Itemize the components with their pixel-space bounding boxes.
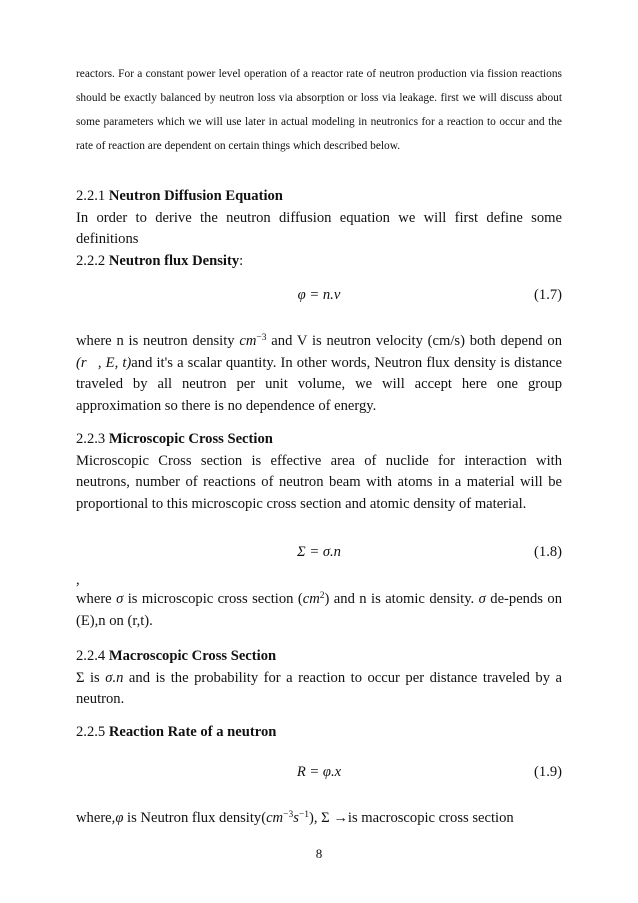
section-heading: 2.2.4 Macroscopic Cross Section (76, 648, 277, 664)
equation-number: (1.7) (534, 287, 562, 303)
section-2-2-3 (76, 429, 562, 515)
section-text: In order to derive the neutron diffusion equation we will first define some definitions (76, 209, 562, 247)
equation-1-9 (76, 764, 562, 786)
section-2-2-4 (76, 646, 562, 711)
equation-1-8 (76, 544, 562, 566)
intro-paragraph: reactors. For a constant power level operation of a reactor rate of neutron production via fission reactions should be exactly balanced by neutron loss via absorption or loss via leakage. first we will discuss about some parameters which we will use later in actual modeling in neutronics for a reaction to occur and the rate of reaction are dependent on certain things which described below. (76, 68, 562, 152)
section-title: Neutron Diffusion Equation (108, 188, 283, 204)
section-title: Microscopic Cross Section (108, 431, 273, 447)
equation-1-7 (76, 287, 562, 309)
equation-expression: R = φ.x (296, 764, 342, 780)
section-heading-2-2-2: 2.2.2 Neutron flux Density: (76, 252, 244, 269)
section-heading: 2.2.5 Reaction Rate of a neutron (76, 724, 277, 740)
cross-section-where-paragraph: where σ is microscopic cross section $(cm^2)$ and n is atomic density. σ de-pends on (E),n on (r,t). (76, 591, 562, 629)
section-text: Σ is σ.n and is the probability for a reaction to occur per distance traveled by a neutron. (76, 669, 562, 707)
section-title: Macroscopic Cross Section (108, 648, 277, 664)
equation-number: (1.8) (534, 544, 562, 560)
comma-line: , (76, 572, 80, 588)
section-title: Reaction Rate of a neutron (108, 724, 277, 740)
reaction-rate-where-line: where,φ is Neutron flux $density(cm^{-3}s^{-1})$, Σ →is macroscopic cross section (76, 810, 514, 826)
section-2-2-1 (76, 186, 562, 272)
flux-density-paragraph: where n is neutron density $cm^{-3}$ and V is neutron velocity (cm/s) both depend on (r⃗, E, t)and it's a scalar quantity. In other words, Neutron flux density is distance traveled by all neutron per unit volume, we will accept here one group approximation so there is no dependence of energy. (76, 333, 562, 414)
section-heading: 2.2.1 Neutron Diffusion Equation (76, 188, 283, 204)
page-number: 8 (315, 846, 323, 861)
section-2-2-5 (76, 722, 562, 744)
section-title: Neutron flux Density (108, 252, 240, 269)
equation-expression: φ = n.v (297, 287, 341, 303)
equation-number: (1.9) (534, 764, 562, 780)
equation-expression: Σ = σ.n (297, 544, 341, 560)
section-heading: 2.2.3 Microscopic Cross Section (76, 431, 273, 447)
section-text: Microscopic Cross section is effective area of nuclide for interaction with neutrons, number of reactions of neutron beam with atoms in a material will be proportional to this microscopic cross section and atomic density of material. (76, 452, 562, 512)
